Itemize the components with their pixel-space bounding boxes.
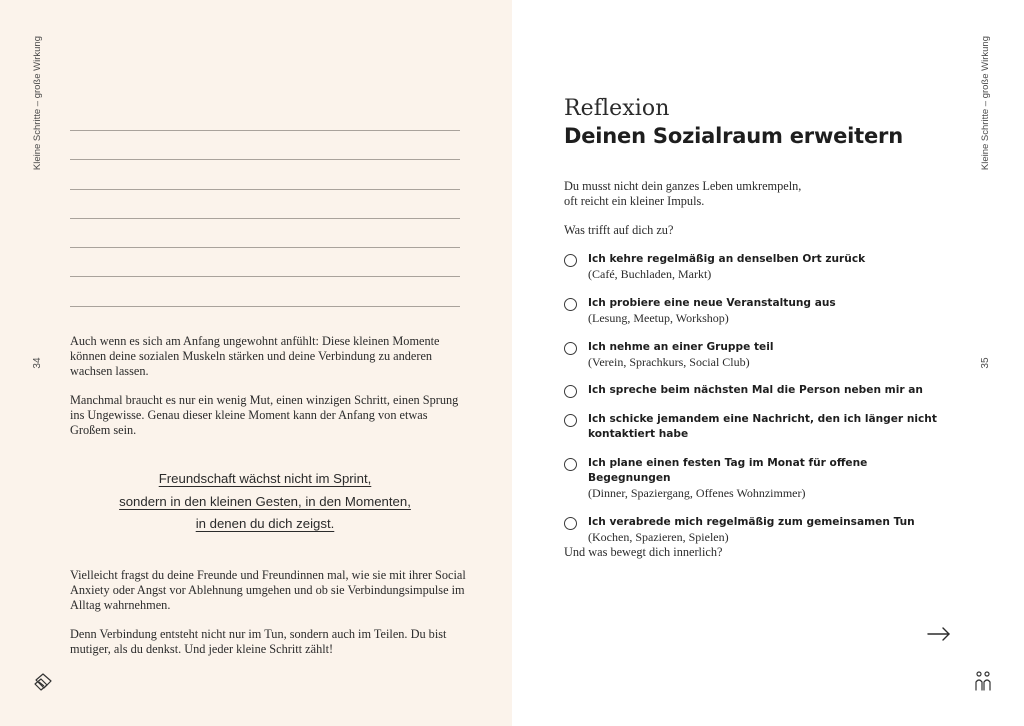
option-title: Ich schicke jemandem eine Nachricht, den ich länger nicht kontaktiert habe	[588, 413, 937, 441]
checklist-option[interactable]	[564, 412, 944, 442]
intro-text	[564, 179, 924, 209]
checklist-option[interactable]	[564, 515, 944, 545]
option-title: Ich plane einen festen Tag im Monat für offene Begegnungen	[588, 457, 868, 485]
writing-line	[70, 131, 460, 160]
option-title: Ich kehre regelmäßig an denselben Ort zurück	[588, 253, 866, 265]
checklist-option[interactable]	[564, 340, 944, 370]
checklist-option[interactable]	[564, 252, 944, 282]
running-head-left: Kleine Schritte – große Wirkung	[32, 36, 43, 171]
page-number-right: 35	[980, 357, 991, 369]
option-examples: (Verein, Sprachkurs, Social Club)	[588, 354, 750, 369]
option-title: Ich spreche beim nächsten Mal die Person neben mir an	[588, 384, 923, 397]
writing-line	[70, 219, 460, 248]
page-title: Deinen Sozialraum erweitern	[564, 124, 903, 148]
quote-line: sondern in den kleinen Gesten, in den Momenten,	[119, 493, 411, 509]
writing-line	[70, 160, 460, 189]
pull-quote	[80, 468, 450, 536]
option-examples: (Kochen, Spazieren, Spielen)	[588, 530, 729, 545]
paragraph: Vielleicht fragst du deine Freunde und Freundinnen mal, wie sie mit ihrer Social Anxiety oder Angst vor Ablehnung umgehen und ob sie Verbindungsimpulse im Alltag wahrnehmen.	[70, 568, 466, 612]
page-number-left: 34	[32, 357, 43, 369]
body-text-bottom	[70, 568, 470, 657]
writing-line	[70, 277, 460, 306]
right-page	[512, 0, 1024, 726]
radio-button[interactable]	[564, 342, 577, 355]
radio-button[interactable]	[564, 254, 577, 267]
arrow-right-icon[interactable]	[926, 626, 952, 647]
option-examples: (Dinner, Spaziergang, Offenes Wohnzimmer)	[588, 486, 806, 501]
paragraph: Manchmal braucht es nur ein wenig Mut, einen winzigen Schritt, einen Sprung ins Ungewisse. Genau dieser kleine Moment kann der Anfang von etwas Großem sein.	[70, 393, 459, 437]
intro-line: oft reicht ein kleiner Impuls.	[564, 193, 705, 208]
people-logo-icon	[972, 670, 994, 697]
checklist-option[interactable]	[564, 383, 944, 398]
running-head-right: Kleine Schritte – große Wirkung	[980, 36, 991, 171]
writing-line	[70, 248, 460, 277]
writing-lines	[70, 130, 460, 307]
paragraph: Auch wenn es sich am Anfang ungewohnt anfühlt: Diese kleinen Momente können deine sozialen Muskeln stärken und deine Verbindung zu anderen wachsen lassen.	[70, 334, 440, 378]
writing-line	[70, 190, 460, 219]
quote-line: Freundschaft wächst nicht im Sprint,	[158, 471, 372, 486]
checklist-option[interactable]	[564, 456, 944, 501]
quote-line: in denen du dich zeigst.	[195, 516, 335, 532]
radio-button[interactable]	[564, 298, 577, 311]
question-text: Was trifft auf dich zu?	[564, 223, 674, 237]
option-title: Ich verabrede mich regelmäßig zum gemeinsamen Tun	[588, 516, 915, 529]
radio-button[interactable]	[564, 385, 577, 398]
closing-question: Und was bewegt dich innerlich?	[564, 545, 723, 559]
body-text-top	[70, 334, 470, 438]
checklist-option[interactable]	[564, 296, 944, 326]
option-examples: (Lesung, Meetup, Workshop)	[588, 310, 729, 325]
option-title: Ich nehme an einer Gruppe teil	[588, 340, 774, 353]
paragraph: Denn Verbindung entsteht nicht nur im Tun, sondern auch im Teilen. Du bist mutiger, als du denkst. Und jeder kleine Schritt zählt!	[70, 627, 447, 656]
option-examples: (Café, Buchladen, Markt)	[588, 267, 712, 281]
intro-line: Du musst nicht dein ganzes Leben umkrempeln,	[564, 179, 802, 193]
radio-button[interactable]	[564, 414, 577, 427]
radio-button[interactable]	[564, 517, 577, 530]
section-kicker: Reflexion	[564, 96, 670, 121]
hands-logo-icon	[32, 670, 54, 697]
option-title: Ich probiere eine neue Veranstaltung aus	[588, 296, 836, 309]
checklist	[564, 252, 944, 559]
radio-button[interactable]	[564, 458, 577, 471]
